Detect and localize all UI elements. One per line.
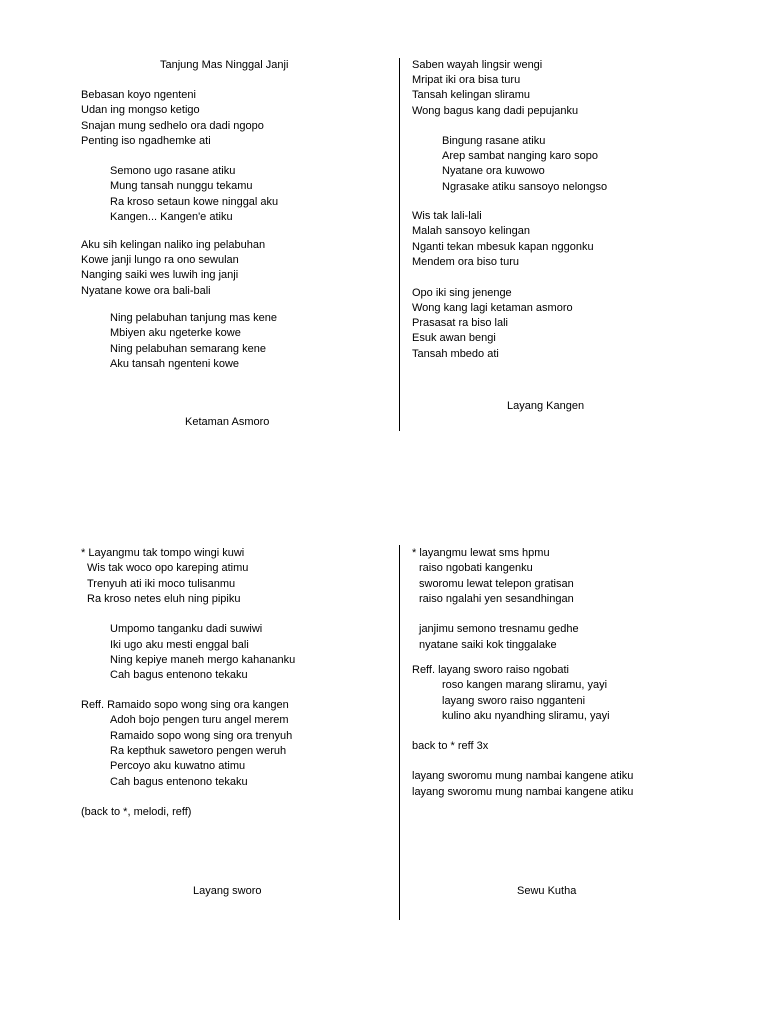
lyric-line: Kowe janji lungo ra ono sewulan <box>81 254 239 266</box>
lyric-line: sworomu lewat telepon gratisan <box>419 578 574 590</box>
lyric-line: Bebasan koyo ngenteni <box>81 89 196 101</box>
lyric-line: Cah bagus entenono tekaku <box>110 776 248 788</box>
lyric-line: Ra kroso setaun kowe ninggal aku <box>110 196 279 208</box>
lyric-line: Esuk awan bengi <box>412 332 496 344</box>
lyric-line: Tansah kelingan sliramu <box>412 89 531 101</box>
lyric-line: Wong bagus kang dadi pepujanku <box>412 105 579 117</box>
lyric-line: Mung tansah nunggu tekamu <box>110 180 253 192</box>
lyric-line: Iki ugo aku mesti enggal bali <box>110 639 249 651</box>
lyric-line: Bingung rasane atiku <box>442 135 546 147</box>
lyric-line: Penting iso ngadhemke ati <box>81 135 211 147</box>
column-divider-bottom <box>399 545 400 920</box>
lyric-line: Arep sambat nanging karo sopo <box>442 150 598 162</box>
lyric-line: Mbiyen aku ngeterke kowe <box>110 327 241 339</box>
lyric-line: Nanging saiki wes luwih ing janji <box>81 269 239 281</box>
lyric-line: Malah sansoyo kelingan <box>412 225 531 237</box>
lyric-line: back to * reff 3x <box>412 740 489 752</box>
lyric-line: layang sworo raiso ngganteni <box>442 695 586 707</box>
lyric-line: Mripat iki ora bisa turu <box>412 74 521 86</box>
lyric-line: Ning pelabuhan tanjung mas kene <box>110 312 277 324</box>
lyric-line: Reff. Ramaido sopo wong sing ora kangen <box>81 699 289 711</box>
lyric-line: Prasasat ra biso lali <box>412 317 508 329</box>
lyric-line: Tansah mbedo ati <box>412 348 499 360</box>
lyric-line: raiso ngobati kangenku <box>419 562 533 574</box>
lyric-line: Percoyo aku kuwatno atimu <box>110 760 246 772</box>
lyric-line: Trenyuh ati iki moco tulisanmu <box>87 578 236 590</box>
lyric-line: Nyatane kowe ora bali-bali <box>81 285 211 297</box>
lyric-line: Adoh bojo pengen turu angel merem <box>110 714 289 726</box>
lyric-line: Aku tansah ngenteni kowe <box>110 358 240 370</box>
lyric-line: Saben wayah lingsir wengi <box>412 59 543 71</box>
lyric-line: roso kangen marang sliramu, yayi <box>442 679 608 691</box>
song-footer-ketaman-asmoro: Ketaman Asmoro <box>185 416 270 428</box>
lyric-line: Ramaido sopo wong sing ora trenyuh <box>110 730 293 742</box>
lyric-line: Opo iki sing jenenge <box>412 287 512 299</box>
lyric-line: Ning pelabuhan semarang kene <box>110 343 266 355</box>
lyric-line: layang sworomu mung nambai kangene atiku <box>412 786 634 798</box>
lyric-line: Umpomo tanganku dadi suwiwi <box>110 623 263 635</box>
song-title-tanjung-mas: Tanjung Mas Ninggal Janji <box>160 59 289 71</box>
lyric-line: Ngrasake atiku sansoyo nelongso <box>442 181 608 193</box>
lyric-line: Nyatane ora kuwowo <box>442 165 545 177</box>
lyric-line: layang sworomu mung nambai kangene atiku <box>412 770 634 782</box>
lyric-line: raiso ngalahi yen sesandhingan <box>419 593 574 605</box>
lyric-line: Ra kroso netes eluh ning pipiku <box>87 593 241 605</box>
column-divider-top <box>399 58 400 431</box>
lyric-line: janjimu semono tresnamu gedhe <box>419 623 579 635</box>
lyric-line: Mendem ora biso turu <box>412 256 519 268</box>
lyric-line: Cah bagus entenono tekaku <box>110 669 248 681</box>
lyric-line: Nganti tekan mbesuk kapan nggonku <box>412 241 594 253</box>
lyric-line: * layangmu lewat sms hpmu <box>412 547 550 559</box>
lyric-line: * Layangmu tak tompo wingi kuwi <box>81 547 245 559</box>
lyric-line: nyatane saiki kok tinggalake <box>419 639 557 651</box>
lyric-line: Semono ugo rasane atiku <box>110 165 236 177</box>
song-footer-layang-sworo: Layang sworo <box>193 885 262 897</box>
lyric-line: kulino aku nyandhing sliramu, yayi <box>442 710 610 722</box>
lyric-line: Aku sih kelingan naliko ing pelabuhan <box>81 239 266 251</box>
lyric-line: Reff. layang sworo raiso ngobati <box>412 664 569 676</box>
song-footer-layang-kangen: Layang Kangen <box>507 400 585 412</box>
lyric-line: (back to *, melodi, reff) <box>81 806 192 818</box>
lyric-line: Wis tak lali-lali <box>412 210 482 222</box>
lyric-line: Ning kepiye maneh mergo kahananku <box>110 654 296 666</box>
lyric-line: Wis tak woco opo kareping atimu <box>87 562 249 574</box>
lyric-line: Wong kang lagi ketaman asmoro <box>412 302 573 314</box>
song-footer-sewu-kutha: Sewu Kutha <box>517 885 577 897</box>
lyric-line: Ra kepthuk sawetoro pengen weruh <box>110 745 287 757</box>
lyric-line: Udan ing mongso ketigo <box>81 104 200 116</box>
lyric-line: Snajan mung sedhelo ora dadi ngopo <box>81 120 264 132</box>
lyric-line: Kangen... Kangen'e atiku <box>110 211 233 223</box>
